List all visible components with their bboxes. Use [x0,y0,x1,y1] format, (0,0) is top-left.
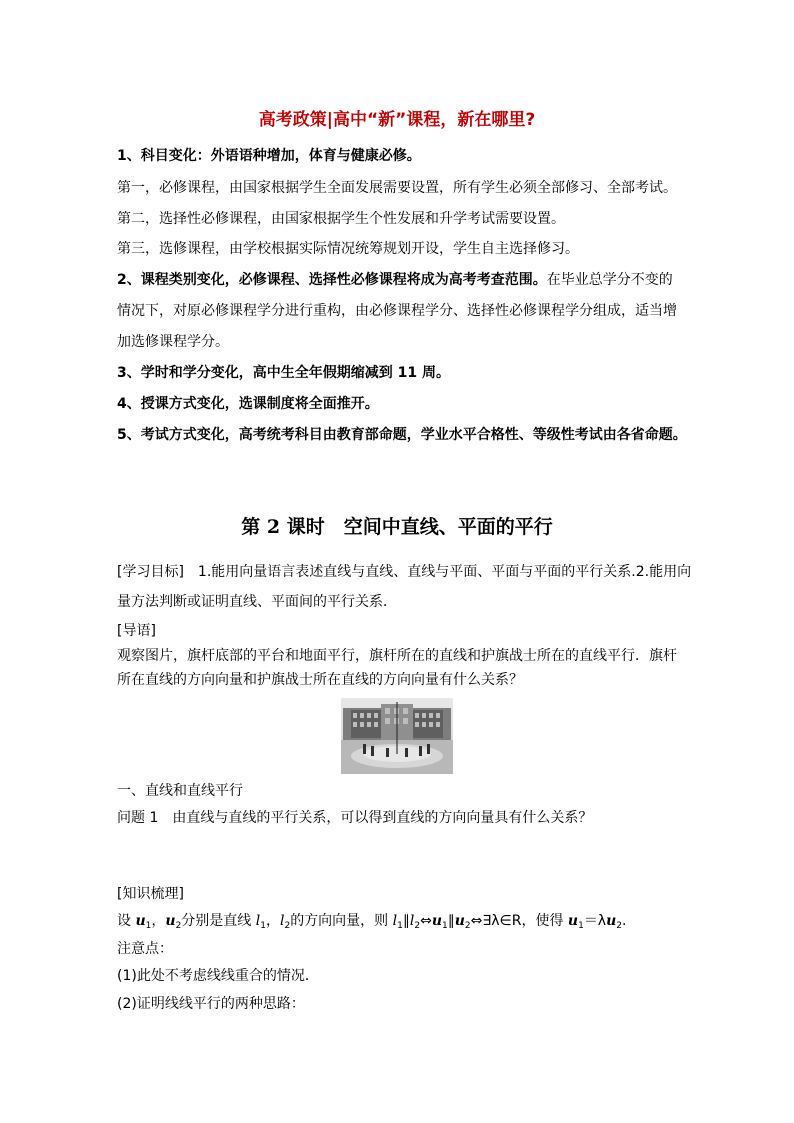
question-1: 问题 1 由直线与直线的平行关系，可以得到直线的方向向量具有什么关系？ [117,810,593,826]
line-l: l [279,913,285,929]
iff-symbol: ⇔ [420,913,432,929]
policy-item-2-rest: 在毕业总学分不变的 [546,272,673,288]
lesson-title: 第 2 课时 空间中直线、平面的平行 [241,516,553,538]
intro-line-1: 观察图片，旗杆底部的平台和地面平行，旗杆所在的直线和护旗战士所在的直线平行．旗杆 [117,648,677,664]
vector-u: u [135,913,146,929]
flagpole-building-photo [341,698,453,774]
subscript: 2 [414,921,421,931]
policy-third: 第三，选修课程，由学校根据实际情况统筹规划开设，学生自主选择修习。 [117,241,579,257]
knowledge-statement [117,911,683,933]
policy-item-2-bold: 2、课程类别变化，必修课程、选择性必修课程将成为高考考查范围。 [117,272,547,288]
line-l: l [392,913,398,929]
k-mid: 分别是直线 [181,913,256,929]
k-comma: ， [265,913,280,929]
policy-item-3: 3、学时和学分变化，高中生全年假期缩减到 11 周。 [117,365,450,381]
subscript: 1 [578,921,584,931]
vector-u: u [165,913,176,929]
intro-label: [导语] [117,623,156,639]
learning-goals-line-1: [学习目标] 1.能用向量语言表述直线与直线、直线与平面、平面与平面的平行关系.2.能用向 [117,564,692,580]
policy-item-5: 5、考试方式变化，高考统考科目由教育部命题，学业水平合格性、等级性考试由各省命题。 [117,427,687,443]
k-eq: ＝λ [583,913,607,929]
vector-u: u [567,913,579,929]
policy-item-4: 4、授课方式变化，选课制度将全面推开。 [117,396,379,412]
policy-item-1: 1、科目变化：外语语种增加，体育与健康必修。 [117,148,421,164]
parallel-symbol: ∥ [447,913,455,929]
subscript: 1 [260,921,266,931]
policy-item-2-line-2: 情况下，对原必修课程学分进行重构，由必修课程学分、选择性必修课程学分组成，适当增 [117,303,677,319]
vector-u: u [454,913,465,929]
line-l: l [409,913,415,929]
policy-second: 第二，选择性必修课程，由国家根据学生个性发展和升学考试需要设置。 [117,211,565,227]
note-1: (1)此处不考虑线线重合的情况． [117,968,319,984]
intro-line-2: 所在直线的方向向量和护旗战士所在直线的方向向量有什么关系？ [117,672,523,688]
subscript: 2 [175,921,182,931]
line-l: l [255,913,261,929]
k-dir: 的方向向量，则 [290,913,393,929]
subscript: 1 [442,921,448,931]
subscript: 2 [616,921,623,931]
vector-u: u [606,913,617,929]
k-prefix: 设 [117,913,136,929]
subscript: 1 [145,921,152,931]
policy-first: 第一，必修课程，由国家根据学生全面发展需要设置，所有学生必须全部修习、全部考试。 [117,180,677,196]
k-end: . [622,913,627,929]
section-1-heading: 一、直线和直线平行 [117,783,243,799]
notes-label: 注意点： [117,941,173,957]
policy-item-2-line-3: 加选修课程学分。 [117,334,229,350]
note-2: (2)证明线线平行的两种思路： [117,996,305,1012]
k-comma: ， [151,913,166,929]
parallel-symbol: ∥ [402,913,410,929]
k-exists: ⇔∃λ∈R，使得 [470,913,568,929]
policy-item-2-line-1 [117,270,683,290]
subscript: 2 [464,921,471,931]
subscript: 2 [284,921,291,931]
knowledge-label: [知识梳理] [117,886,184,902]
learning-goals-line-2: 量方法判断或证明直线、平面间的平行关系． [117,594,397,610]
policy-title: 高考政策|高中“新”课程，新在哪里? [258,110,536,130]
vector-u: u [431,913,442,929]
subscript: 1 [397,921,403,931]
